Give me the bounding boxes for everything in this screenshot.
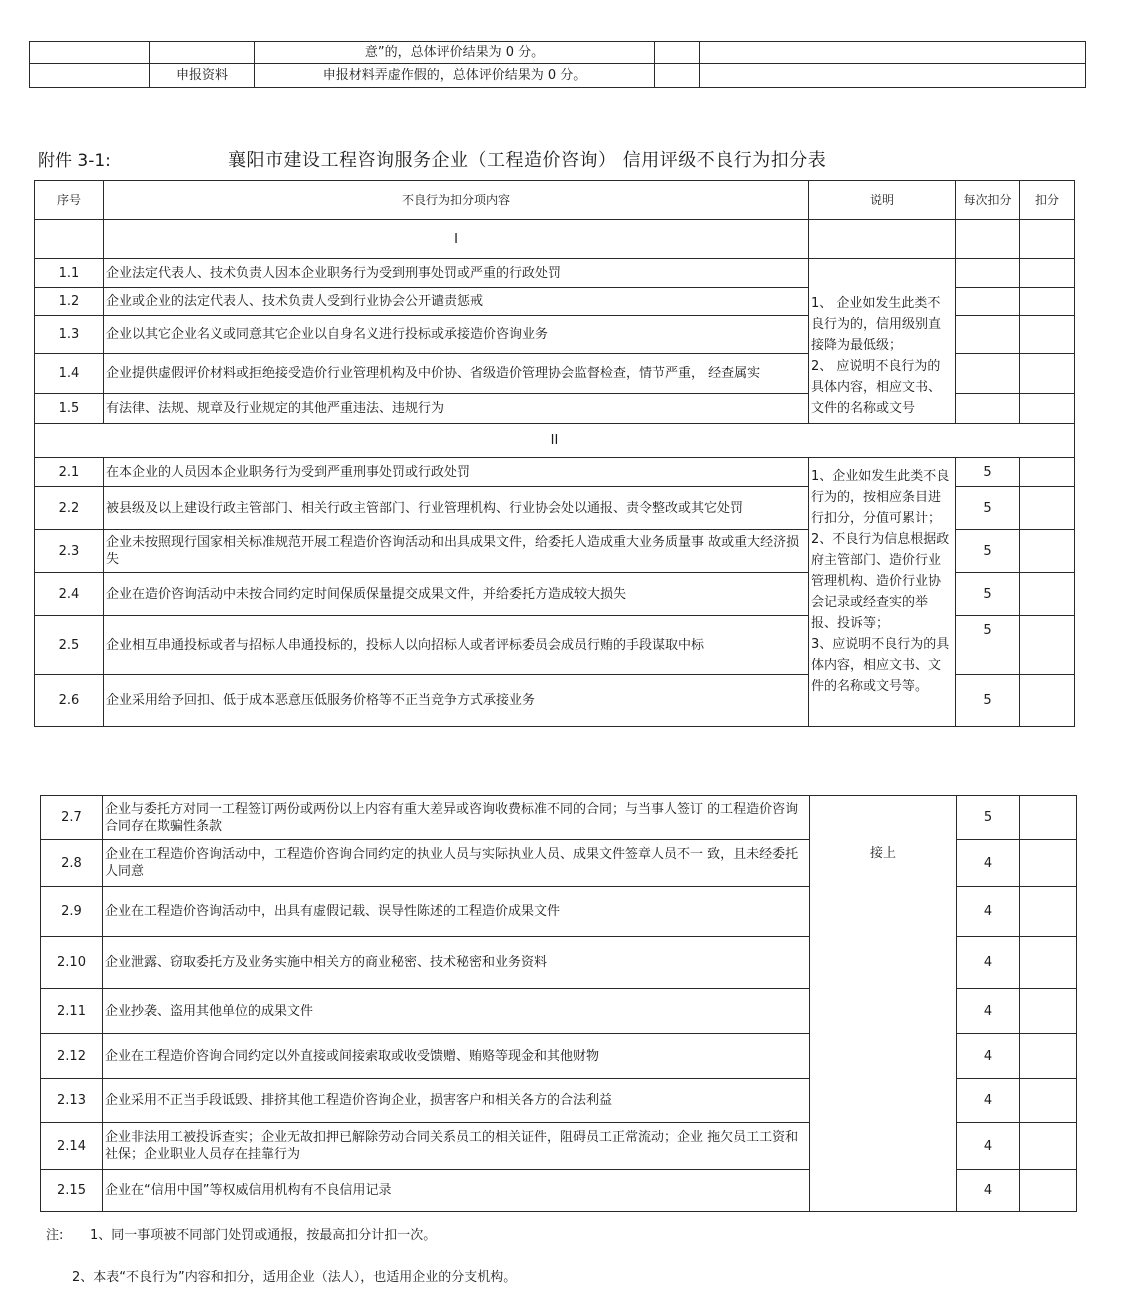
row-content: 被县级及以上建设行政主管部门、相关行政主管部门、行业管理机构、行业协会处以通报、责令整改或其它处罚 bbox=[104, 487, 809, 530]
table-row bbox=[41, 796, 1077, 840]
row-content: 企业与委托方对同一工程签订两份或两份以上内容有重大差异或咨询收费标准不同的合同；与当事人签订 的工程造价咨询合同存在欺骗性条款 bbox=[103, 796, 810, 840]
row-content: 在本企业的人员因本企业职务行为受到严重刑事处罚或行政处罚 bbox=[104, 458, 809, 487]
row-content: 企业采用不正当手段诋毁、排挤其他工程造价咨询企业，损害客户和相关各方的合法利益 bbox=[103, 1079, 810, 1123]
deduction-table bbox=[34, 180, 1075, 727]
section-2-marker: II bbox=[35, 424, 1075, 458]
row-no: 2.15 bbox=[41, 1170, 103, 1212]
row-points: 4 bbox=[957, 840, 1020, 887]
section-row bbox=[35, 424, 1075, 458]
table-row bbox=[35, 259, 1075, 288]
table-header-row bbox=[35, 181, 1075, 220]
row-points: 4 bbox=[957, 937, 1020, 989]
fragment-category: 申报资料 bbox=[150, 64, 255, 88]
row-points: 4 bbox=[957, 1034, 1020, 1079]
header-content: 不良行为扣分项内容 bbox=[104, 181, 809, 220]
row-no: 1.5 bbox=[35, 394, 104, 424]
row-content: 企业在工程造价咨询合同约定以外直接或间接索取或收受馈赠、贿赂等现金和其他财物 bbox=[103, 1034, 810, 1079]
row-no: 2.9 bbox=[41, 887, 103, 937]
row-content: 企业在“信用中国”等权威信用机构有不良信用记录 bbox=[103, 1170, 810, 1212]
row-points: 5 bbox=[957, 796, 1020, 840]
row-no: 2.4 bbox=[35, 573, 104, 616]
row-content: 企业或企业的法定代表人、技术负责人受到行业协会公开谴责惩戒 bbox=[104, 288, 809, 316]
row-no: 2.7 bbox=[41, 796, 103, 840]
row-no: 2.10 bbox=[41, 937, 103, 989]
row-content: 企业以其它企业名义或同意其它企业以自身名义进行投标或承接造价咨询业务 bbox=[104, 316, 809, 354]
row-no: 2.13 bbox=[41, 1079, 103, 1123]
footnote-2: 2、本表“不良行为”内容和扣分，适用企业（法人），也适用企业的分支机构。 bbox=[72, 1270, 517, 1285]
row-points: 4 bbox=[957, 887, 1020, 937]
row-content: 企业泄露、窃取委托方及业务实施中相关方的商业秘密、技术秘密和业务资料 bbox=[103, 937, 810, 989]
row-content: 企业非法用工被投诉查实；企业无故扣押已解除劳动合同关系员工的相关证件，阻碍员工正常流动；企业 拖欠员工工资和社保；企业职业人员存在挂靠行为 bbox=[103, 1123, 810, 1170]
fragment-content: 意”的，总体评价结果为 0 分。 bbox=[255, 42, 655, 64]
row-no: 2.3 bbox=[35, 530, 104, 573]
continued-note: 接上 bbox=[810, 796, 957, 1212]
row-points: 5 bbox=[956, 616, 1020, 675]
header-deduction: 扣分 bbox=[1020, 181, 1075, 220]
section-1-marker: I bbox=[104, 220, 809, 259]
section-1-note: 1、 企业如发生此类不良行为的，信用级别直接降为最低级； 2、 应说明不良行为的具体内容，相应文书、文件的名称或文号 bbox=[809, 259, 956, 424]
footnote-1-text: 1、同一事项被不同部门处罚或通报，按最高扣分计扣一次。 bbox=[90, 1228, 437, 1243]
row-content: 企业法定代表人、技术负责人因本企业职务行为受到刑事处罚或严重的行政处罚 bbox=[104, 259, 809, 288]
page-title: 襄阳市建设工程咨询服务企业（工程造价咨询） 信用评级不良行为扣分表 bbox=[228, 150, 827, 171]
row-no: 2.6 bbox=[35, 675, 104, 727]
row-points: 5 bbox=[956, 530, 1020, 573]
row-no: 2.1 bbox=[35, 458, 104, 487]
row-points: 5 bbox=[956, 487, 1020, 530]
deduction-table-continued bbox=[40, 795, 1077, 1212]
row-content: 企业采用给予回扣、低于成本恶意压低服务价格等不正当竞争方式承接业务 bbox=[104, 675, 809, 727]
row-no: 1.1 bbox=[35, 259, 104, 288]
row-no: 1.4 bbox=[35, 354, 104, 394]
row-no: 2.2 bbox=[35, 487, 104, 530]
row-points: 4 bbox=[957, 1079, 1020, 1123]
row-no: 2.12 bbox=[41, 1034, 103, 1079]
previous-table-fragment bbox=[29, 41, 1086, 88]
row-no: 2.14 bbox=[41, 1123, 103, 1170]
fragment-content: 申报材料弄虚作假的，总体评价结果为 0 分。 bbox=[255, 64, 655, 88]
row-content: 企业未按照现行国家相关标准规范开展工程造价咨询活动和出具成果文件，给委托人造成重大业务质量事 故或重大经济损失 bbox=[104, 530, 809, 573]
section-2-note: 1、企业如发生此类不良行为的，按相应条目进行扣分，分值可累计； 2、不良行为信息根据政府主管部门、造价行业管理机构、造价行业协会记录或经查实的举报、投诉等； 3、应说明不良行为的具体内容，相应文书、文件的名称或文号等。 bbox=[809, 458, 956, 727]
row-points: 5 bbox=[956, 675, 1020, 727]
attachment-label: 附件 3-1: bbox=[38, 151, 111, 171]
row-no: 2.11 bbox=[41, 989, 103, 1034]
row-points: 5 bbox=[956, 458, 1020, 487]
row-content: 企业在工程造价咨询活动中，出具有虚假记载、误导性陈述的工程造价成果文件 bbox=[103, 887, 810, 937]
row-content: 企业在工程造价咨询活动中，工程造价咨询合同约定的执业人员与实际执业人员、成果文件签章人员不一 致，且未经委托人同意 bbox=[103, 840, 810, 887]
row-content: 企业提供虚假评价材料或拒绝接受造价行业管理机构及中价协、省级造价管理协会监督检查，情节严重， 经查属实 bbox=[104, 354, 809, 394]
row-no: 2.8 bbox=[41, 840, 103, 887]
row-content: 企业相互串通投标或者与招标人串通投标的，投标人以向招标人或者评标委员会成员行贿的手段谋取中标 bbox=[104, 616, 809, 675]
header-per-deduction: 每次扣分 bbox=[956, 181, 1020, 220]
footnote-1 bbox=[46, 1224, 436, 1243]
section-row bbox=[35, 220, 1075, 259]
footnote-lead: 注: bbox=[46, 1228, 64, 1243]
table-row bbox=[35, 458, 1075, 487]
row-points: 4 bbox=[957, 1123, 1020, 1170]
row-no: 1.2 bbox=[35, 288, 104, 316]
row-points: 4 bbox=[957, 989, 1020, 1034]
row-content: 企业在造价咨询活动中未按合同约定时间保质保量提交成果文件，并给委托方造成较大损失 bbox=[104, 573, 809, 616]
row-content: 企业抄袭、盗用其他单位的成果文件 bbox=[103, 989, 810, 1034]
row-no: 2.5 bbox=[35, 616, 104, 675]
header-no: 序号 bbox=[35, 181, 104, 220]
fragment-row bbox=[30, 64, 1086, 88]
fragment-row bbox=[30, 42, 1086, 64]
row-points: 5 bbox=[956, 573, 1020, 616]
row-no: 1.3 bbox=[35, 316, 104, 354]
row-points: 4 bbox=[957, 1170, 1020, 1212]
row-content: 有法律、法规、规章及行业规定的其他严重违法、违规行为 bbox=[104, 394, 809, 424]
header-note: 说明 bbox=[809, 181, 956, 220]
